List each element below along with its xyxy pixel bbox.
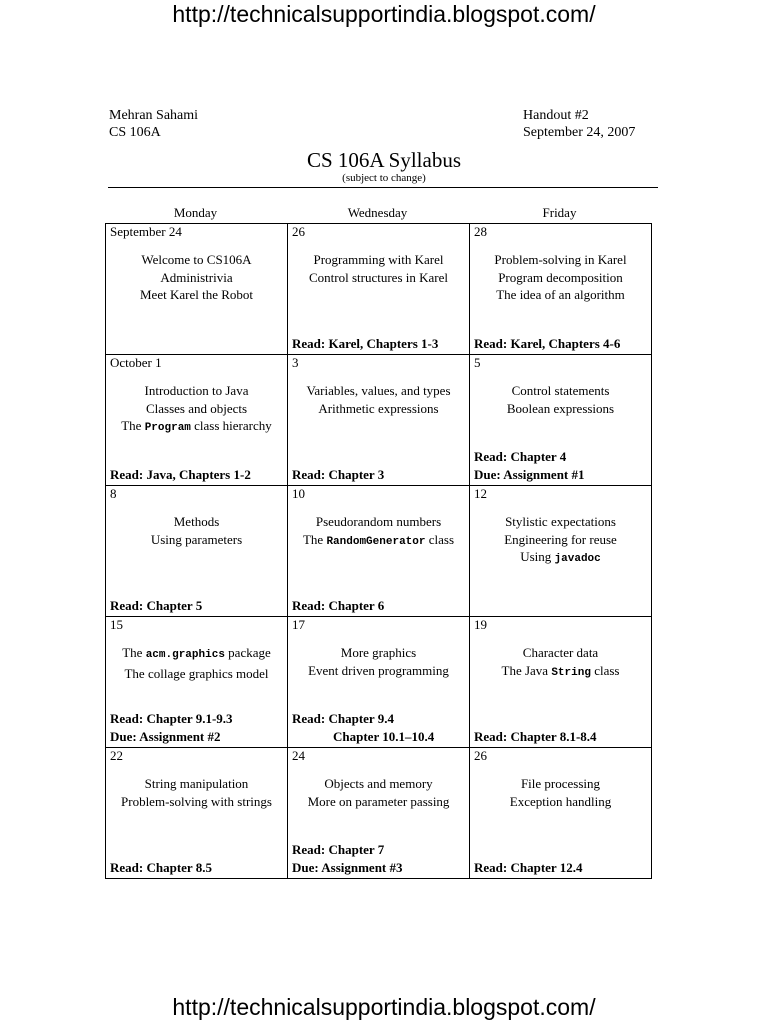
reading-line: Read: Chapter 6 xyxy=(292,597,385,613)
reading-line: Chapter 10.1–10.4 xyxy=(333,728,435,744)
cell-date: 22 xyxy=(110,748,123,763)
topic-line xyxy=(288,513,469,531)
topic-line xyxy=(288,662,469,680)
reading-line: Read: Chapter 9.4 xyxy=(292,711,394,726)
day-header-friday: Friday xyxy=(542,205,577,220)
topic-line xyxy=(288,382,469,400)
calendar-cell xyxy=(288,748,470,879)
topic-line xyxy=(470,548,651,569)
reading-line: Read: Chapter 12.4 xyxy=(474,859,583,875)
topic-text: Welcome to CS106A xyxy=(141,252,252,267)
cell-date: 19 xyxy=(474,617,487,632)
cell-date: 24 xyxy=(292,748,305,763)
cell-reading xyxy=(110,859,285,877)
topic-line xyxy=(288,251,469,269)
week-row xyxy=(106,486,652,617)
title-rule xyxy=(108,187,658,188)
cell-date: 10 xyxy=(292,486,305,501)
topic-code: RandomGenerator xyxy=(326,535,426,548)
cell-topics xyxy=(288,251,469,286)
calendar-cell xyxy=(288,224,470,355)
page-subtitle: (subject to change) xyxy=(342,172,426,184)
topic-text: Problem-solving in Karel xyxy=(494,252,627,267)
topic-line xyxy=(470,382,651,400)
topic-text: Boolean expressions xyxy=(506,400,615,416)
cell-topics xyxy=(470,775,651,810)
cell-topics xyxy=(106,644,287,682)
cell-date: 15 xyxy=(110,617,123,632)
cell-reading xyxy=(292,466,467,484)
topic-line xyxy=(288,400,469,418)
calendar-cell xyxy=(288,355,470,486)
week-row xyxy=(106,355,652,486)
topic-text: The idea of an algorithm xyxy=(496,287,625,302)
topic-text: Introduction to Java xyxy=(144,383,249,398)
topic-code: acm.graphics xyxy=(145,649,225,661)
calendar-cell xyxy=(106,617,288,748)
cell-topics xyxy=(106,382,287,438)
cell-topics xyxy=(470,382,651,417)
page-title: CS 106A Syllabus xyxy=(306,148,462,172)
cell-date: 26 xyxy=(292,224,305,239)
topic-text: Classes and objects xyxy=(145,400,248,416)
cell-date: October 1 xyxy=(110,355,162,370)
week-row xyxy=(106,224,652,355)
topic-text: class xyxy=(590,662,620,678)
topic-code: Program xyxy=(144,422,191,434)
topic-line xyxy=(470,775,651,793)
topic-line xyxy=(470,662,651,683)
reading-line: Read: Chapter 8.1-8.4 xyxy=(474,728,597,744)
syllabus-calendar xyxy=(105,223,652,879)
handout-date: September 24, 2007 xyxy=(523,125,636,140)
reading-line: Due: Assignment #2 xyxy=(110,728,221,744)
cell-topics xyxy=(470,251,651,304)
week-row xyxy=(106,748,652,879)
reading-line: Read: Karel, Chapters 1-3 xyxy=(292,335,439,351)
calendar-cell xyxy=(106,486,288,617)
topic-text: class hierarchy xyxy=(190,418,272,433)
topic-line xyxy=(106,269,287,287)
handout-number: Handout #2 xyxy=(523,108,589,123)
topic-line xyxy=(470,793,651,811)
topic-text: File processing xyxy=(520,776,601,791)
topic-line xyxy=(106,531,287,549)
cell-topics xyxy=(470,513,651,569)
topic-text: package xyxy=(224,645,271,660)
cell-reading xyxy=(292,841,467,876)
topic-line xyxy=(106,775,287,793)
reading-line: Read: Chapter 9.1-9.3 xyxy=(110,711,233,726)
topic-line xyxy=(288,775,469,793)
topic-line xyxy=(288,793,469,811)
cell-date: 12 xyxy=(474,486,487,501)
topic-line xyxy=(106,644,287,665)
cell-topics xyxy=(470,644,651,682)
topic-text: Exception handling xyxy=(509,793,612,809)
cell-reading xyxy=(110,597,285,615)
topic-text: Stylistic expectations xyxy=(505,514,616,529)
topic-line xyxy=(470,286,651,304)
reading-line: Read: Chapter 7 xyxy=(292,842,385,857)
topic-text: Problem-solving with strings xyxy=(121,793,272,809)
topic-line xyxy=(106,417,287,438)
topic-line xyxy=(288,269,469,287)
topic-text: Program decomposition xyxy=(498,269,623,285)
cell-reading xyxy=(292,335,467,353)
cell-date: 26 xyxy=(474,748,487,763)
topic-text: Character data xyxy=(522,645,599,660)
cell-reading xyxy=(474,335,649,353)
cell-reading xyxy=(110,466,285,484)
cell-reading xyxy=(292,597,467,615)
topic-line xyxy=(106,665,287,683)
calendar-cell xyxy=(470,748,652,879)
cell-reading xyxy=(474,728,649,746)
author-name: Mehran Sahami xyxy=(109,108,199,123)
topic-line xyxy=(470,400,651,418)
topic-line xyxy=(106,286,287,304)
cell-date: 8 xyxy=(110,486,117,501)
reading-line: Due: Assignment #1 xyxy=(474,466,585,482)
calendar-cell xyxy=(470,224,652,355)
calendar-cell xyxy=(288,486,470,617)
topic-text: Pseudorandom numbers xyxy=(315,514,442,529)
cell-reading xyxy=(110,710,285,745)
cell-topics xyxy=(288,775,469,810)
topic-text: Methods xyxy=(173,514,220,529)
calendar-cell xyxy=(106,224,288,355)
cell-date: 28 xyxy=(474,224,487,239)
topic-line xyxy=(470,513,651,531)
week-row xyxy=(106,617,652,748)
topic-text: class xyxy=(425,531,455,547)
topic-text: Variables, values, and types xyxy=(306,383,451,398)
cell-reading xyxy=(474,859,649,877)
topic-text: Meet Karel the Robot xyxy=(140,287,253,302)
reading-line: Read: Chapter 5 xyxy=(110,597,203,613)
topic-text: Programming with Karel xyxy=(313,252,444,267)
topic-line xyxy=(106,382,287,400)
topic-line xyxy=(288,531,469,552)
topic-text: Objects and memory xyxy=(324,776,433,791)
topic-code: String xyxy=(551,666,591,679)
watermark-url-bottom[interactable]: http://technicalsupportindia.blogspot.com/ xyxy=(172,994,596,1020)
topic-code: javadoc xyxy=(554,553,601,565)
cell-topics xyxy=(288,513,469,551)
topic-line xyxy=(470,644,651,662)
topic-line xyxy=(106,400,287,418)
topic-line xyxy=(470,531,651,549)
topic-text: More graphics xyxy=(340,645,417,660)
topic-line xyxy=(106,251,287,269)
topic-text: The xyxy=(121,418,145,433)
reading-line: Read: Java, Chapters 1-2 xyxy=(110,466,251,482)
calendar-cell xyxy=(106,748,288,879)
reading-line: Read: Chapter 4 xyxy=(474,449,567,464)
cell-reading xyxy=(292,710,467,745)
cell-date: 3 xyxy=(292,355,299,370)
topic-line xyxy=(470,251,651,269)
topic-text: The Java xyxy=(501,662,552,678)
cell-topics xyxy=(288,382,469,417)
cell-date: 5 xyxy=(474,355,481,370)
topic-text: Administrivia xyxy=(160,269,233,285)
header-left xyxy=(109,107,198,141)
day-header-wednesday: Wednesday xyxy=(347,205,408,220)
course-code: CS 106A xyxy=(109,125,161,140)
topic-line xyxy=(106,513,287,531)
topic-line xyxy=(288,644,469,662)
cell-topics xyxy=(106,513,287,548)
reading-line: Read: Chapter 8.5 xyxy=(110,859,212,875)
topic-text: Event driven programming xyxy=(308,662,449,678)
topic-text: The collage graphics model xyxy=(124,665,269,681)
day-header-monday: Monday xyxy=(173,205,218,220)
header-right xyxy=(523,107,635,141)
topic-text: Using xyxy=(520,549,555,564)
topic-text: The xyxy=(122,645,146,660)
topic-text: The xyxy=(302,531,327,547)
cell-date: September 24 xyxy=(110,224,182,239)
calendar-cell xyxy=(106,355,288,486)
topic-text: String manipulation xyxy=(144,776,249,791)
calendar-cell xyxy=(470,355,652,486)
topic-line xyxy=(470,269,651,287)
topic-text: Arithmetic expressions xyxy=(318,400,439,416)
calendar-cell xyxy=(470,617,652,748)
reading-line: Due: Assignment #3 xyxy=(292,859,403,875)
topic-text: Engineering for reuse xyxy=(504,531,617,547)
cell-topics xyxy=(106,251,287,304)
calendar-cell xyxy=(470,486,652,617)
topic-text: Control structures in Karel xyxy=(309,269,448,285)
calendar-cell xyxy=(288,617,470,748)
topic-text: Control statements xyxy=(511,383,610,398)
cell-topics xyxy=(288,644,469,679)
topic-text: Using parameters xyxy=(150,531,243,547)
reading-line: Read: Karel, Chapters 4-6 xyxy=(474,335,621,351)
cell-topics xyxy=(106,775,287,810)
reading-line: Read: Chapter 3 xyxy=(292,466,385,482)
watermark-url-top[interactable]: http://technicalsupportindia.blogspot.com/ xyxy=(172,1,596,27)
cell-reading xyxy=(474,448,649,483)
topic-text: More on parameter passing xyxy=(307,793,450,809)
cell-date: 17 xyxy=(292,617,305,632)
topic-line xyxy=(106,793,287,811)
